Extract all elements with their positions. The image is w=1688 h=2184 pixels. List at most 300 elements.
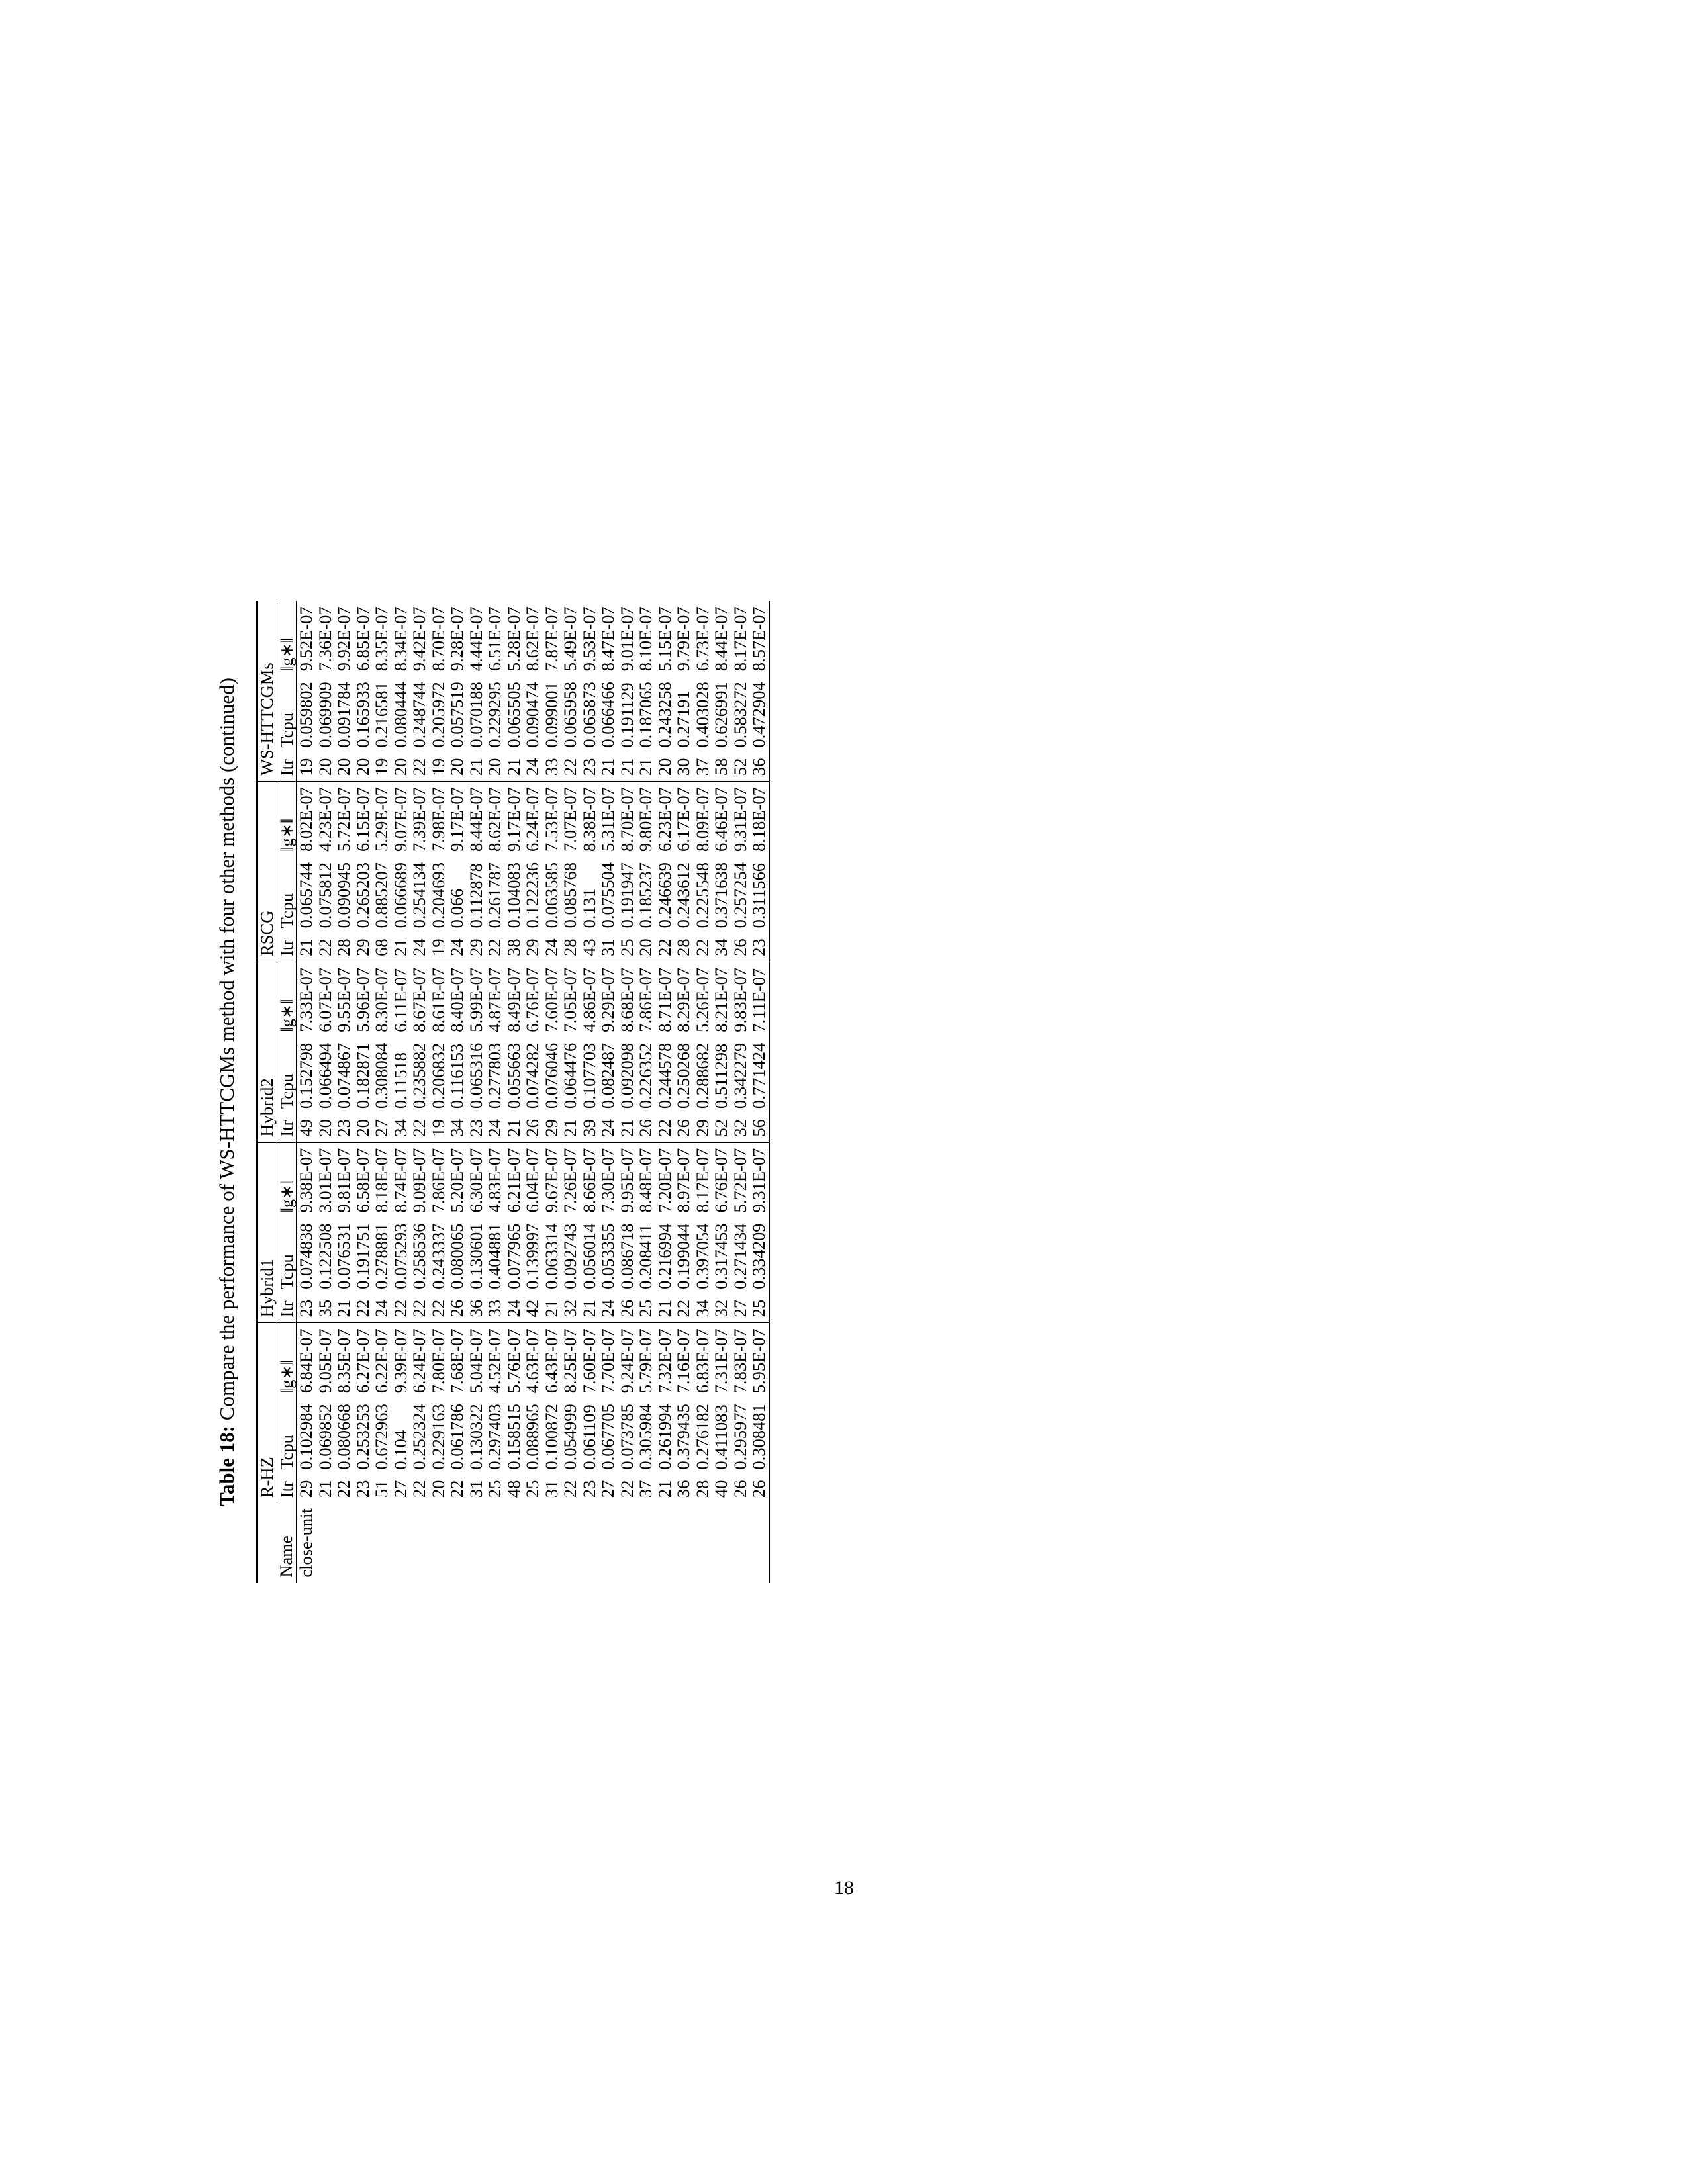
cell-rscg-gnorm: 9.80E-07	[635, 787, 655, 852]
cell-hybrid2-gnorm: 8.71E-07	[654, 967, 675, 1032]
cell-hybrid2-gnorm: 8.49E-07	[503, 967, 524, 1032]
cell-rhz-tcpu: 0.305984	[635, 1404, 655, 1470]
cell-ws-itr: 30	[674, 753, 693, 782]
cell-hybrid2-itr: 26	[674, 1114, 693, 1142]
cell-hybrid1-itr: 24	[598, 1295, 618, 1323]
cell-rhz-itr: 26	[729, 1480, 750, 1498]
cell-rhz-gnorm: 9.39E-07	[390, 1328, 410, 1394]
table-body	[297, 601, 769, 1582]
cell-hybrid1-gnorm: 7.86E-07	[428, 1148, 448, 1213]
table-row	[674, 601, 693, 1582]
cell-rscg-gnorm: 5.31E-07	[598, 787, 618, 852]
cell-hybrid2-gnorm: 5.99E-07	[465, 967, 486, 1032]
cell-ws-tcpu: 0.403028	[692, 682, 712, 748]
cell-name	[580, 1503, 599, 1583]
table-row	[334, 601, 353, 1582]
cell-name: close-unit	[296, 1508, 316, 1578]
cell-rscg-tcpu: 0.066	[447, 888, 467, 929]
cell-hybrid1-tcpu: 0.077965	[503, 1223, 524, 1289]
cell-name	[334, 1503, 353, 1583]
cell-hybrid1-tcpu: 0.243337	[428, 1223, 448, 1289]
cell-hybrid2-gnorm: 8.21E-07	[711, 967, 731, 1032]
cell-rhz-tcpu: 0.295977	[729, 1404, 750, 1470]
cell-rscg-tcpu: 0.246639	[654, 862, 675, 929]
cell-rscg-tcpu: 0.065744	[296, 862, 316, 929]
cell-ws-gnorm: 5.49E-07	[560, 606, 580, 672]
cell-hybrid1-tcpu: 0.074838	[296, 1223, 316, 1289]
cell-hybrid1-gnorm: 5.20E-07	[447, 1148, 467, 1213]
column-header-hybrid1-tcpu: Tcpu	[277, 1218, 297, 1295]
cell-ws-tcpu: 0.583272	[729, 682, 750, 748]
cell-hybrid2-tcpu: 0.066494	[314, 1042, 335, 1109]
cell-ws-itr: 24	[523, 753, 542, 782]
group-header-row	[257, 601, 277, 1582]
cell-rhz-gnorm: 4.63E-07	[522, 1328, 542, 1394]
cell-rhz-itr: 31	[465, 1480, 486, 1498]
cell-hybrid2-gnorm: 9.55E-07	[334, 967, 353, 1032]
cell-hybrid1-gnorm: 9.09E-07	[409, 1148, 429, 1213]
cell-hybrid1-tcpu: 0.216994	[654, 1223, 675, 1289]
table-header	[257, 601, 297, 1582]
cell-rhz-itr: 22	[409, 1480, 429, 1498]
cell-rhz-itr: 27	[390, 1480, 410, 1498]
cell-hybrid2-itr: 26	[523, 1114, 542, 1142]
cell-rscg-itr: 25	[618, 933, 637, 962]
cell-hybrid2-itr: 26	[636, 1114, 655, 1142]
table-row	[372, 601, 391, 1582]
cell-hybrid1-gnorm: 8.17E-07	[692, 1148, 712, 1213]
column-header-rhz-gnorm: ‖g∗‖	[277, 1323, 297, 1398]
cell-rhz-itr: 20	[428, 1480, 448, 1498]
cell-rhz-tcpu: 0.672963	[371, 1404, 391, 1470]
cell-ws-itr: 20	[485, 753, 504, 782]
cell-hybrid2-tcpu: 0.11518	[390, 1052, 410, 1109]
cell-hybrid2-itr: 52	[712, 1114, 731, 1142]
cell-rhz-tcpu: 0.080668	[334, 1404, 353, 1470]
table-row	[485, 601, 504, 1582]
cell-rscg-itr: 22	[485, 933, 504, 962]
cell-ws-itr: 58	[712, 753, 731, 782]
cell-hybrid1-itr: 42	[523, 1295, 542, 1323]
cell-ws-itr: 19	[297, 753, 316, 782]
cell-hybrid2-tcpu: 0.076046	[541, 1042, 561, 1109]
cell-name	[504, 1503, 524, 1583]
cell-rscg-itr: 34	[712, 933, 731, 962]
cell-rhz-tcpu: 0.297403	[485, 1404, 504, 1470]
cell-rhz-tcpu: 0.100872	[541, 1404, 561, 1470]
cell-rscg-itr: 28	[561, 933, 580, 962]
cell-rhz-itr: 29	[296, 1480, 316, 1498]
cell-rhz-itr: 21	[314, 1480, 335, 1498]
cell-ws-itr: 21	[618, 753, 637, 782]
cell-ws-gnorm: 6.85E-07	[352, 606, 373, 672]
cell-name	[561, 1503, 580, 1583]
cell-ws-gnorm: 8.44E-07	[711, 606, 731, 672]
cell-hybrid1-gnorm: 3.01E-07	[314, 1148, 335, 1213]
cell-rscg-itr: 68	[372, 933, 391, 962]
cell-rscg-gnorm: 6.23E-07	[654, 787, 675, 852]
cell-hybrid1-gnorm: 9.67E-07	[541, 1148, 561, 1213]
table-row	[297, 601, 316, 1582]
cell-hybrid1-itr: 32	[561, 1295, 580, 1323]
cell-ws-gnorm: 7.87E-07	[541, 606, 561, 672]
cell-name	[618, 1503, 637, 1583]
cell-hybrid1-tcpu: 0.086718	[616, 1223, 637, 1289]
cell-rscg-itr: 24	[410, 933, 429, 962]
cell-rhz-tcpu: 0.276182	[692, 1404, 712, 1470]
column-header-hybrid2-gnorm: ‖g∗‖	[277, 962, 297, 1037]
column-header-hybrid2-tcpu: Tcpu	[277, 1038, 297, 1114]
results-table	[256, 601, 770, 1582]
cell-rhz-gnorm: 7.31E-07	[711, 1328, 731, 1394]
table-caption	[215, 678, 239, 1506]
cell-ws-tcpu: 0.216581	[371, 682, 391, 748]
column-header-rhz-tcpu: Tcpu	[277, 1398, 297, 1475]
cell-hybrid1-tcpu: 0.191751	[352, 1223, 373, 1289]
cell-hybrid2-gnorm: 7.11E-07	[749, 962, 769, 1037]
cell-rhz-gnorm: 6.43E-07	[541, 1328, 561, 1394]
cell-rhz-itr: 48	[503, 1480, 524, 1498]
cell-rhz-gnorm: 5.79E-07	[635, 1328, 655, 1394]
cell-ws-gnorm: 8.47E-07	[598, 606, 618, 672]
cell-hybrid2-gnorm: 7.05E-07	[560, 967, 580, 1032]
cell-rscg-gnorm: 6.17E-07	[673, 787, 693, 852]
cell-rscg-tcpu: 0.243612	[673, 862, 693, 929]
cell-rscg-tcpu: 0.885207	[371, 862, 391, 929]
group-header-rscg: RSCG	[257, 782, 277, 962]
cell-rscg-gnorm: 9.17E-07	[447, 787, 467, 852]
cell-hybrid2-itr: 49	[297, 1114, 316, 1142]
cell-rscg-tcpu: 0.185237	[635, 862, 655, 929]
group-header-ws-httcgms: WS-HTTCGMs	[257, 601, 277, 781]
cell-hybrid2-tcpu: 0.092098	[616, 1042, 637, 1109]
cell-ws-tcpu: 0.090474	[522, 682, 542, 748]
cell-ws-gnorm: 9.42E-07	[409, 606, 429, 672]
cell-rscg-tcpu: 0.257254	[729, 862, 750, 929]
cell-rhz-gnorm: 5.76E-07	[503, 1328, 524, 1394]
cell-hybrid2-gnorm: 9.83E-07	[729, 967, 750, 1032]
group-header-hybrid1: Hybrid1	[257, 1142, 277, 1323]
table-row	[504, 601, 524, 1582]
cell-hybrid2-tcpu: 0.771424	[749, 1038, 769, 1114]
table-row	[467, 601, 486, 1582]
page-number: 18	[834, 1877, 854, 1899]
cell-hybrid1-gnorm: 6.30E-07	[465, 1148, 486, 1213]
cell-hybrid2-gnorm: 5.26E-07	[692, 967, 712, 1032]
cell-ws-gnorm: 9.28E-07	[447, 606, 467, 672]
cell-rhz-itr: 22	[616, 1480, 637, 1498]
cell-hybrid2-tcpu: 0.277803	[485, 1042, 504, 1109]
cell-ws-itr: 20	[391, 753, 410, 782]
cell-rscg-tcpu: 0.261787	[485, 862, 504, 929]
cell-rhz-tcpu: 0.054999	[560, 1404, 580, 1470]
cell-rscg-gnorm: 8.18E-07	[749, 782, 769, 857]
cell-rhz-gnorm: 7.16E-07	[673, 1328, 693, 1394]
cell-rhz-tcpu: 0.130322	[465, 1404, 486, 1470]
cell-hybrid1-gnorm: 6.58E-07	[352, 1148, 373, 1213]
cell-rscg-itr: 20	[636, 933, 655, 962]
cell-hybrid1-itr: 21	[334, 1295, 353, 1323]
cell-ws-itr: 36	[749, 753, 769, 782]
cell-ws-itr: 37	[693, 753, 712, 782]
cell-name	[542, 1503, 561, 1583]
cell-hybrid1-itr: 21	[542, 1295, 561, 1323]
cell-hybrid1-tcpu: 0.080065	[447, 1223, 467, 1289]
cell-rhz-itr: 22	[447, 1480, 467, 1498]
cell-hybrid1-gnorm: 4.83E-07	[485, 1148, 504, 1213]
cell-rhz-tcpu: 0.104	[390, 1430, 410, 1470]
cell-ws-gnorm: 8.57E-07	[749, 601, 769, 676]
cell-name	[410, 1503, 429, 1583]
cell-hybrid1-tcpu: 0.053355	[598, 1223, 618, 1289]
cell-hybrid1-itr: 24	[372, 1295, 391, 1323]
cell-hybrid1-gnorm: 7.26E-07	[560, 1148, 580, 1213]
cell-name	[674, 1503, 693, 1583]
cell-name	[391, 1503, 410, 1583]
cell-ws-tcpu: 0.099001	[541, 682, 561, 748]
cell-rscg-itr: 19	[429, 933, 448, 962]
cell-ws-itr: 20	[316, 753, 335, 782]
table-row	[693, 601, 712, 1582]
cell-hybrid1-itr: 22	[353, 1295, 373, 1323]
cell-rscg-tcpu: 0.225548	[692, 862, 712, 929]
cell-name	[712, 1503, 731, 1583]
cell-rscg-gnorm: 8.44E-07	[465, 787, 486, 852]
cell-rhz-itr: 28	[692, 1480, 712, 1498]
cell-ws-gnorm: 5.15E-07	[654, 606, 675, 672]
cell-rhz-tcpu: 0.067705	[598, 1404, 618, 1470]
cell-rhz-itr: 36	[673, 1480, 693, 1498]
cell-rhz-itr: 26	[749, 1475, 769, 1504]
cell-hybrid1-itr: 26	[447, 1295, 467, 1323]
cell-rhz-gnorm: 8.35E-07	[334, 1328, 353, 1394]
cell-rscg-tcpu: 0.204693	[428, 862, 448, 929]
cell-ws-tcpu: 0.057519	[447, 682, 467, 748]
table-row	[618, 601, 637, 1582]
column-header-ws-gnorm: ‖g∗‖	[277, 601, 297, 676]
cell-hybrid2-itr: 22	[655, 1114, 675, 1142]
cell-rhz-gnorm: 7.70E-07	[598, 1328, 618, 1394]
cell-hybrid2-tcpu: 0.074282	[522, 1042, 542, 1109]
cell-hybrid2-gnorm: 8.40E-07	[447, 967, 467, 1032]
cell-ws-gnorm: 7.36E-07	[314, 606, 335, 672]
cell-hybrid2-tcpu: 0.511298	[711, 1043, 731, 1109]
table-row	[542, 601, 561, 1582]
cell-hybrid2-itr: 21	[618, 1114, 637, 1142]
cell-rscg-itr: 22	[693, 933, 712, 962]
cell-rhz-gnorm: 4.52E-07	[485, 1328, 504, 1394]
cell-hybrid2-gnorm: 8.68E-07	[616, 967, 637, 1032]
cell-rscg-itr: 29	[353, 933, 373, 962]
cell-hybrid2-gnorm: 8.30E-07	[371, 967, 391, 1032]
cell-name	[749, 1503, 769, 1583]
cell-hybrid2-tcpu: 0.226352	[635, 1042, 655, 1109]
cell-ws-itr: 19	[372, 753, 391, 782]
cell-rhz-itr: 22	[334, 1480, 353, 1498]
table-row	[391, 601, 410, 1582]
cell-hybrid1-gnorm: 9.95E-07	[616, 1148, 637, 1213]
cell-ws-gnorm: 5.28E-07	[503, 606, 524, 672]
cell-ws-gnorm: 8.35E-07	[371, 606, 391, 672]
cell-rscg-tcpu: 0.075812	[314, 862, 335, 929]
cell-hybrid2-gnorm: 6.07E-07	[314, 967, 335, 1032]
cell-rscg-gnorm: 6.46E-07	[711, 787, 731, 852]
column-header-hybrid1-itr: Itr	[277, 1295, 297, 1323]
cell-hybrid2-itr: 34	[391, 1114, 410, 1142]
table-row	[580, 601, 599, 1582]
cell-rhz-itr: 27	[598, 1480, 618, 1498]
cell-rhz-gnorm: 9.05E-07	[314, 1328, 335, 1394]
cell-hybrid1-itr: 22	[410, 1295, 429, 1323]
cell-rscg-tcpu: 0.063585	[541, 862, 561, 929]
cell-ws-gnorm: 8.70E-07	[428, 606, 448, 672]
cell-rscg-gnorm: 9.17E-07	[503, 787, 524, 852]
cell-hybrid1-itr: 35	[316, 1295, 335, 1323]
cell-hybrid2-itr: 23	[334, 1114, 353, 1142]
cell-ws-itr: 23	[580, 753, 599, 782]
cell-hybrid2-tcpu: 0.082487	[598, 1042, 618, 1109]
cell-hybrid1-tcpu: 0.258536	[409, 1223, 429, 1289]
cell-rhz-itr: 22	[560, 1480, 580, 1498]
cell-name	[636, 1503, 655, 1583]
cell-rscg-gnorm: 7.98E-07	[428, 787, 448, 852]
cell-rscg-itr: 28	[674, 933, 693, 962]
cell-rhz-tcpu: 0.253253	[352, 1404, 373, 1470]
cell-hybrid1-gnorm: 6.04E-07	[522, 1148, 542, 1213]
cell-hybrid1-tcpu: 0.404881	[485, 1223, 504, 1289]
cell-ws-itr: 22	[410, 753, 429, 782]
table-row	[410, 601, 429, 1582]
cell-rscg-tcpu: 0.311566	[749, 857, 769, 933]
column-header-rscg-itr: Itr	[277, 933, 297, 962]
table-row	[655, 601, 675, 1582]
cell-rscg-gnorm: 7.07E-07	[560, 787, 580, 852]
cell-rscg-itr: 22	[316, 933, 335, 962]
cell-ws-itr: 20	[353, 753, 373, 782]
cell-rhz-tcpu: 0.379435	[673, 1404, 693, 1470]
cell-ws-tcpu: 0.229295	[485, 682, 504, 748]
cell-hybrid1-itr: 27	[731, 1295, 750, 1323]
cell-rscg-tcpu: 0.066689	[390, 862, 410, 929]
cell-hybrid2-gnorm: 8.67E-07	[409, 967, 429, 1032]
cell-hybrid2-itr: 21	[504, 1114, 524, 1142]
cell-hybrid2-gnorm: 5.96E-07	[352, 967, 373, 1032]
cell-ws-tcpu: 0.27191	[673, 690, 693, 748]
cell-ws-itr: 21	[504, 753, 524, 782]
cell-rhz-gnorm: 7.32E-07	[654, 1328, 675, 1394]
cell-hybrid2-tcpu: 0.065316	[465, 1042, 486, 1109]
cell-rscg-itr: 21	[297, 933, 316, 962]
cell-rscg-tcpu: 0.265203	[352, 862, 373, 929]
cell-hybrid1-tcpu: 0.397054	[692, 1223, 712, 1289]
cell-hybrid1-itr: 21	[580, 1295, 599, 1323]
cell-ws-tcpu: 0.191129	[616, 682, 637, 748]
cell-hybrid2-gnorm: 7.33E-07	[296, 967, 316, 1032]
cell-name	[731, 1503, 750, 1583]
cell-name	[485, 1503, 504, 1583]
cell-ws-tcpu: 0.066466	[598, 682, 618, 748]
table-row	[712, 601, 731, 1582]
cell-hybrid1-tcpu: 0.199044	[673, 1223, 693, 1289]
column-header-rhz-itr: Itr	[277, 1475, 297, 1504]
cell-rhz-gnorm: 7.60E-07	[579, 1328, 599, 1394]
cell-hybrid1-tcpu: 0.208411	[635, 1224, 655, 1289]
cell-hybrid1-itr: 22	[674, 1295, 693, 1323]
cell-hybrid1-gnorm: 5.72E-07	[729, 1148, 750, 1213]
cell-rhz-gnorm: 6.22E-07	[371, 1328, 391, 1394]
cell-hybrid2-tcpu: 0.064476	[560, 1042, 580, 1109]
cell-rscg-itr: 28	[334, 933, 353, 962]
cell-rscg-gnorm: 8.38E-07	[579, 787, 599, 852]
cell-rscg-gnorm: 8.70E-07	[616, 787, 637, 852]
cell-rscg-tcpu: 0.104083	[503, 862, 524, 929]
cell-ws-gnorm: 9.92E-07	[334, 606, 353, 672]
cell-hybrid1-tcpu: 0.076531	[334, 1223, 353, 1289]
cell-rscg-itr: 23	[749, 933, 769, 962]
cell-hybrid1-itr: 25	[636, 1295, 655, 1323]
cell-ws-tcpu: 0.205972	[428, 682, 448, 748]
cell-ws-tcpu: 0.069909	[314, 682, 335, 748]
cell-rhz-tcpu: 0.252324	[409, 1404, 429, 1470]
column-header-hybrid2-itr: Itr	[277, 1114, 297, 1142]
cell-ws-gnorm: 8.10E-07	[635, 606, 655, 672]
cell-ws-itr: 21	[598, 753, 618, 782]
cell-hybrid1-itr: 24	[504, 1295, 524, 1323]
table-caption-label: Table 18:	[215, 1425, 238, 1506]
cell-rscg-gnorm: 5.72E-07	[334, 787, 353, 852]
cell-rhz-itr: 51	[371, 1480, 391, 1498]
cell-hybrid2-itr: 21	[561, 1114, 580, 1142]
cell-ws-itr: 20	[334, 753, 353, 782]
table-row	[353, 601, 373, 1582]
cell-hybrid2-itr: 20	[316, 1114, 335, 1142]
cell-hybrid2-itr: 29	[693, 1114, 712, 1142]
table-row	[561, 601, 580, 1582]
cell-hybrid1-itr: 25	[749, 1295, 769, 1323]
cell-rhz-gnorm: 5.04E-07	[465, 1328, 486, 1394]
cell-rhz-gnorm: 7.83E-07	[729, 1328, 750, 1394]
cell-hybrid2-itr: 29	[542, 1114, 561, 1142]
cell-hybrid2-gnorm: 8.29E-07	[673, 967, 693, 1032]
cell-rscg-gnorm: 4.23E-07	[314, 787, 335, 852]
cell-rscg-gnorm: 9.07E-07	[390, 787, 410, 852]
group-header-name	[257, 1503, 277, 1583]
cell-hybrid1-itr: 22	[391, 1295, 410, 1323]
cell-rscg-tcpu: 0.122236	[522, 862, 542, 929]
cell-ws-itr: 22	[561, 753, 580, 782]
cell-ws-itr: 33	[542, 753, 561, 782]
cell-hybrid2-itr: 24	[598, 1114, 618, 1142]
cell-rhz-itr: 21	[654, 1480, 675, 1498]
cell-hybrid1-itr: 22	[429, 1295, 448, 1323]
cell-name	[598, 1503, 618, 1583]
cell-ws-tcpu: 0.243258	[654, 682, 675, 748]
cell-hybrid2-gnorm: 7.60E-07	[541, 967, 561, 1032]
cell-hybrid1-gnorm: 9.31E-07	[749, 1142, 769, 1218]
cell-rhz-itr: 37	[635, 1480, 655, 1498]
cell-rscg-tcpu: 0.371638	[711, 862, 731, 929]
cell-rhz-tcpu: 0.088965	[522, 1404, 542, 1470]
cell-hybrid1-gnorm: 6.21E-07	[503, 1148, 524, 1213]
table-row	[636, 601, 655, 1582]
column-header-name: Name	[277, 1503, 297, 1583]
cell-ws-tcpu: 0.059802	[296, 682, 316, 748]
cell-ws-gnorm: 6.51E-07	[485, 606, 504, 672]
cell-hybrid2-tcpu: 0.206832	[428, 1042, 448, 1109]
cell-ws-gnorm: 8.62E-07	[522, 606, 542, 672]
cell-rscg-tcpu: 0.090945	[334, 862, 353, 929]
cell-name	[447, 1503, 467, 1583]
